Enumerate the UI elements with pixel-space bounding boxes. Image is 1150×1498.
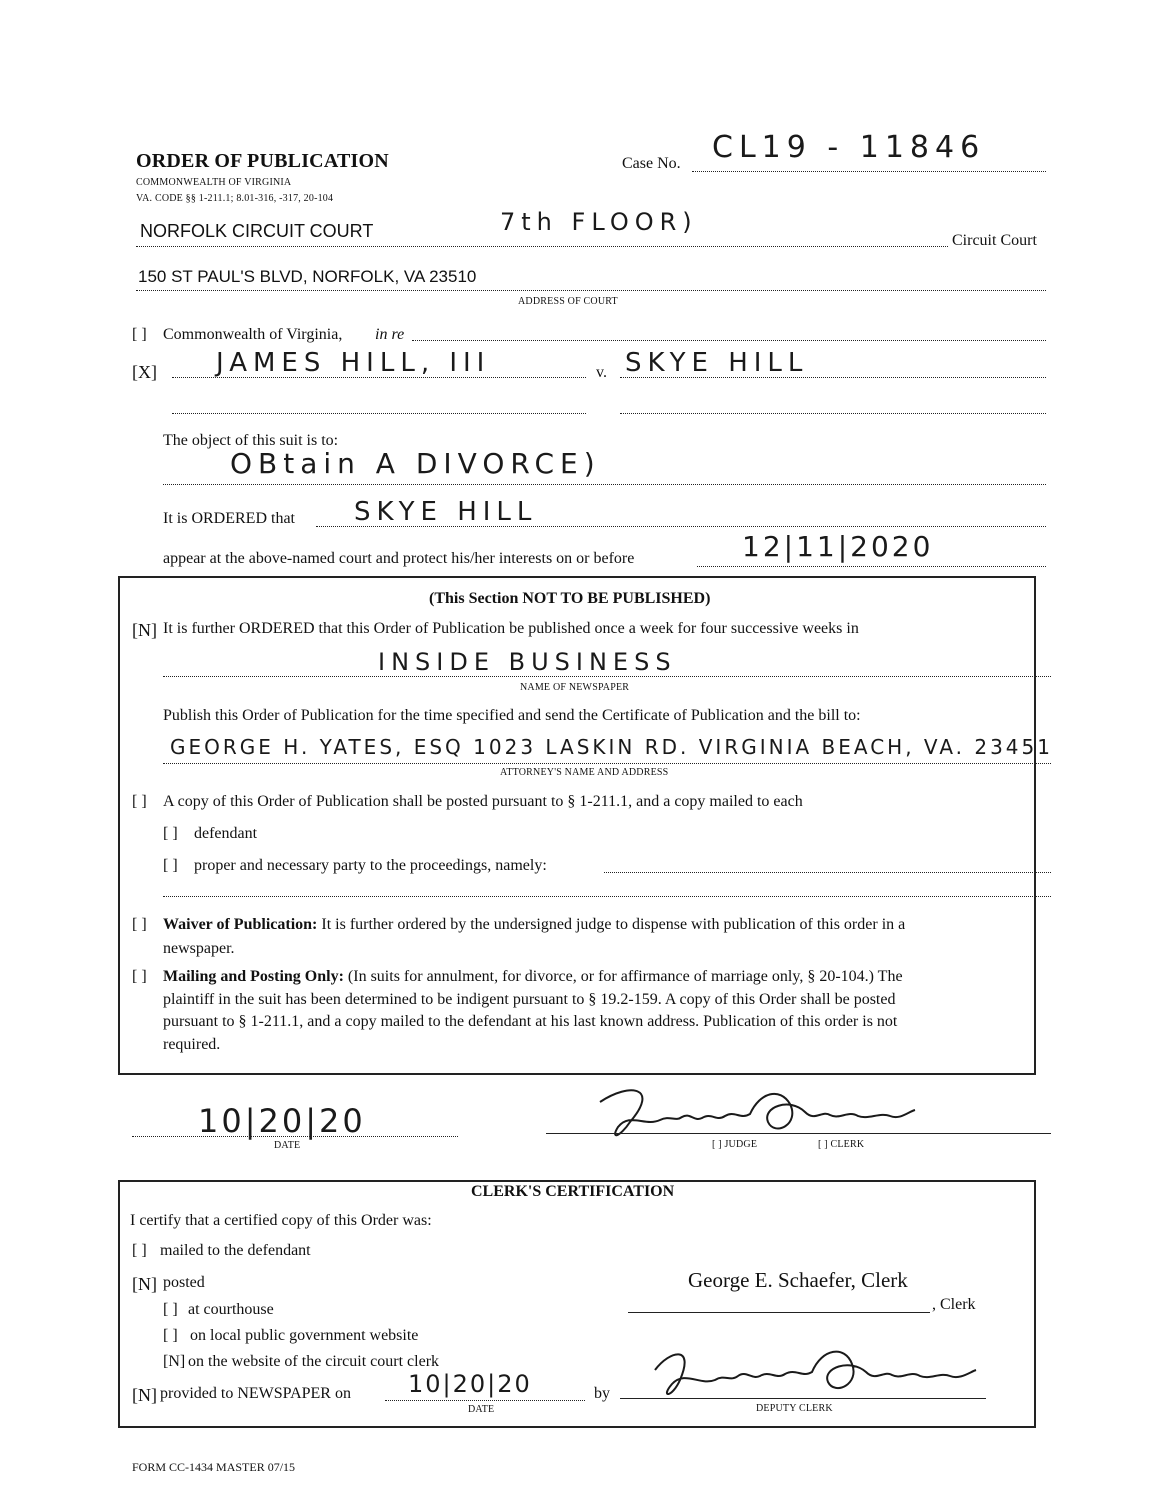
waiver-line-1: It is further ordered by the undersigned judge to dispense with publication of this order in a <box>321 916 906 933</box>
certification-intro: I certify that a certified copy of this Order was: <box>130 1212 432 1229</box>
appear-text: appear at the above-named court and protect his/her interests on or before <box>163 550 635 567</box>
waiver-line-2: newspaper. <box>163 940 235 957</box>
posted-option: posted <box>163 1274 205 1291</box>
newspaper-caption: NAME OF NEWSPAPER <box>520 682 630 693</box>
case-number-label: Case No. <box>622 155 681 172</box>
attorney-line <box>163 763 1051 764</box>
order-date-caption: DATE <box>274 1140 301 1151</box>
object-label: The object of this suit is to: <box>163 432 339 449</box>
clerk-name: George E. Schaefer, Clerk <box>688 1268 908 1292</box>
mailing-line-3: pursuant to § 1-211.1, and a copy mailed to the defendant at his last known address. Publication of this order is not <box>163 1013 898 1030</box>
further-ordered-text: It is further ORDERED that this Order of Publication be published once a week for four successive weeks in <box>163 620 859 637</box>
court-name: NORFOLK CIRCUIT COURT <box>140 221 374 241</box>
appear-date: 12|11|2020 <box>742 530 934 563</box>
courthouse-checkbox[interactable]: [ ] <box>163 1301 178 1318</box>
party-option: proper and necessary party to the proceedings, namely: <box>194 857 547 874</box>
order-date-line <box>132 1136 458 1137</box>
party-line-2 <box>163 896 1051 897</box>
post-copy-checkbox[interactable]: [ ] <box>132 793 147 810</box>
provided-date: 10|20|20 <box>408 1370 532 1398</box>
defendant-line-2 <box>620 413 1046 414</box>
court-address: 150 ST PAUL'S BLVD, NORFOLK, VA 23510 <box>138 267 477 286</box>
deputy-caption: DEPUTY CLERK <box>756 1403 833 1414</box>
courthouse-option: at courthouse <box>188 1301 274 1318</box>
local-website-checkbox[interactable]: [ ] <box>163 1327 178 1344</box>
defendant-checkbox[interactable]: [ ] <box>163 825 178 842</box>
attorney-info: GEORGE H. YATES, ESQ 1023 LASKIN RD. VIRGINIA BEACH, VA. 23451 <box>170 735 1053 759</box>
by-label: by <box>594 1385 610 1402</box>
code-citation: VA. CODE §§ 1-211.1; 8.01-316, -317, 20-104 <box>136 193 334 204</box>
waiver-bold: Waiver of Publication: <box>163 916 318 933</box>
address-line <box>136 290 1046 291</box>
newspaper-line <box>163 676 1051 677</box>
mailing-bold: Mailing and Posting Only: <box>163 968 344 985</box>
appear-date-line <box>697 566 1046 567</box>
provided-option: provided to NEWSPAPER on <box>160 1385 351 1402</box>
address-caption: ADDRESS OF COURT <box>518 296 618 307</box>
clerk-name-line <box>628 1312 930 1313</box>
mailed-option: mailed to the defendant <box>160 1242 311 1259</box>
order-date: 10|20|20 <box>198 1102 366 1140</box>
certification-heading: CLERK'S CERTIFICATION <box>471 1183 675 1200</box>
object-value: OBtain A DIVORCE) <box>230 447 601 480</box>
mailing-text <box>163 968 903 986</box>
posted-checkbox[interactable]: [N] <box>132 1274 157 1294</box>
case-number-value: CL19 - 11846 <box>712 130 986 165</box>
local-website-option: on local public government website <box>190 1327 419 1344</box>
court-line <box>136 246 948 247</box>
plaintiff-line <box>172 377 586 378</box>
waiver-checkbox[interactable]: [ ] <box>132 916 147 933</box>
mailing-line-1: (In suits for annulment, for divorce, or for affirmance of marriage only, § 20-104.) The <box>347 968 903 985</box>
party-line <box>604 872 1051 873</box>
defendant-line <box>620 377 1046 378</box>
post-copy-text: A copy of this Order of Publication shall be posted pursuant to § 1-211.1, and a copy mailed to each <box>163 793 803 810</box>
mailed-checkbox[interactable]: [ ] <box>132 1242 147 1259</box>
defendant-name: SKYE HILL <box>625 348 809 378</box>
plaintiff-name: JAMES HILL, III <box>216 348 491 378</box>
object-line <box>163 484 1046 485</box>
defendant-option: defendant <box>194 825 258 842</box>
versus-label: v. <box>596 364 607 381</box>
ordered-line <box>316 526 1046 527</box>
provided-date-line <box>385 1400 585 1401</box>
clerk-website-checkbox[interactable]: [N] <box>163 1353 186 1370</box>
party-checkbox[interactable]: [ ] <box>163 857 178 874</box>
mailing-checkbox[interactable]: [ ] <box>132 968 147 985</box>
judge-signature <box>590 1082 920 1144</box>
form-number: FORM CC-1434 MASTER 07/15 <box>132 1460 296 1474</box>
parties-checkbox[interactable]: [X] <box>132 362 157 382</box>
waiver-text <box>163 916 905 934</box>
provided-checkbox[interactable]: [N] <box>132 1385 157 1405</box>
circuit-court-label: Circuit Court <box>952 232 1037 249</box>
ordered-party: SKYE HILL <box>354 497 538 527</box>
plaintiff-line-2 <box>172 413 586 414</box>
deputy-signature-line <box>620 1398 986 1399</box>
commonwealth-checkbox[interactable]: [ ] <box>132 326 147 343</box>
unpublished-heading: (This Section NOT TO BE PUBLISHED) <box>429 590 711 607</box>
case-number-line <box>692 171 1046 172</box>
commonwealth-label: Commonwealth of Virginia, <box>163 326 343 343</box>
deputy-clerk-signature <box>640 1340 980 1402</box>
ordered-label: It is ORDERED that <box>163 510 295 527</box>
judge-signature-line <box>546 1133 1051 1134</box>
provided-date-caption: DATE <box>468 1404 495 1415</box>
clerk-caption: [ ] CLERK <box>818 1139 865 1150</box>
publish-checkbox[interactable]: [N] <box>132 620 157 640</box>
mailing-line-2: plaintiff in the suit has been determined to be indigent pursuant to § 19.2-159. A copy of this Order shall be posted <box>163 991 896 1008</box>
document-title: ORDER OF PUBLICATION <box>136 150 389 172</box>
judge-caption: [ ] JUDGE <box>712 1139 758 1150</box>
in-re-label: in re <box>375 326 405 343</box>
attorney-caption: ATTORNEY'S NAME AND ADDRESS <box>500 767 669 778</box>
clerk-website-option: on the website of the circuit court clerk <box>188 1353 440 1370</box>
in-re-line <box>412 340 1046 341</box>
mailing-line-4: required. <box>163 1036 221 1053</box>
court-floor: 7th FLOOR) <box>500 208 698 236</box>
clerk-suffix: , Clerk <box>932 1296 976 1313</box>
newspaper-name: INSIDE BUSINESS <box>378 648 677 676</box>
jurisdiction-label: COMMONWEALTH OF VIRGINIA <box>136 177 292 188</box>
publish-instructions: Publish this Order of Publication for the time specified and send the Certificate of Publication and the bill to: <box>163 707 861 724</box>
